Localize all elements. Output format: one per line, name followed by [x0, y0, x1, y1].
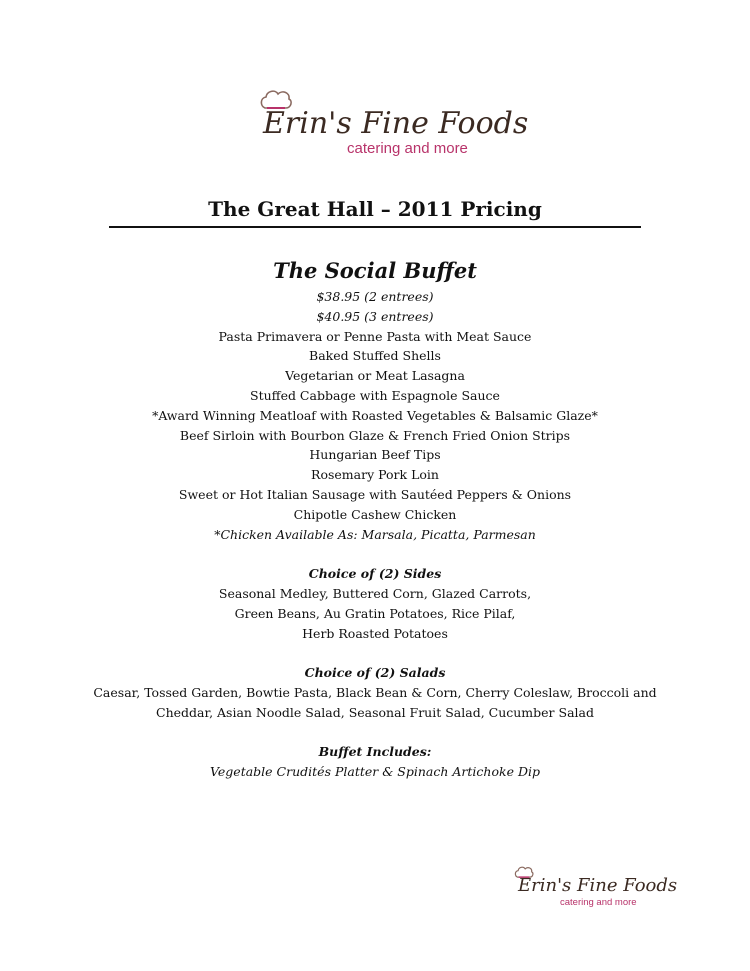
logo-tagline: catering and more	[560, 897, 637, 908]
entree-item: Hungarian Beef Tips	[309, 447, 441, 463]
sides-heading: Choice of (2) Sides	[308, 566, 442, 582]
menu-content	[60, 255, 690, 782]
includes-text: Vegetable Crudités Platter & Spinach Artichoke Dip	[210, 764, 540, 780]
entree-item: Rosemary Pork Loin	[311, 467, 439, 483]
price-line: $40.95 (3 entrees)	[316, 308, 434, 324]
price-line: $38.95 (2 entrees)	[316, 289, 434, 304]
page-title: The Great Hall – 2011 Pricing	[208, 197, 542, 221]
chicken-note: *Chicken Available As: Marsala, Picatta, Parmesan	[214, 526, 536, 542]
salads-heading: Choice of (2) Salads	[304, 665, 446, 681]
spacer	[60, 723, 690, 743]
logo-name: Erin's Fine Foods	[518, 875, 678, 896]
entree-item: Stuffed Cabbage with Espagnole Sauce	[250, 387, 500, 403]
entree-item: Pasta Primavera or Penne Pasta with Meat Sauce	[218, 328, 532, 344]
spacer	[60, 643, 690, 663]
title-divider	[109, 226, 641, 228]
logo-tagline: catering and more	[347, 140, 468, 157]
includes-heading: Buffet Includes:	[318, 744, 432, 760]
salads-line: Caesar, Tossed Garden, Bowtie Pasta, Black Bean & Corn, Cherry Coleslaw, Broccoli and	[93, 684, 657, 700]
buffet-title: The Social Buffet	[273, 258, 477, 283]
sides-line: Green Beans, Au Gratin Potatoes, Rice Pilaf,	[234, 605, 516, 621]
entree-item: Vegetarian or Meat Lasagna	[285, 368, 465, 384]
sides-line: Herb Roasted Potatoes	[302, 625, 448, 641]
entree-item: Sweet or Hot Italian Sausage with Sautéed Peppers & Onions	[178, 486, 572, 502]
sides-line: Seasonal Medley, Buttered Corn, Glazed Carrots,	[218, 585, 532, 601]
salads-line: Cheddar, Asian Noodle Salad, Seasonal Fruit Salad, Cucumber Salad	[156, 704, 594, 720]
entree-item: Beef Sirloin with Bourbon Glaze & French Fried Onion Strips	[179, 427, 571, 443]
logo-bottom	[512, 865, 678, 913]
entree-item: *Award Winning Meatloaf with Roasted Vegetables & Balsamic Glaze*	[152, 407, 598, 423]
logo-top	[255, 88, 529, 162]
entree-item: Baked Stuffed Shells	[309, 348, 441, 364]
logo-name: Erin's Fine Foods	[263, 106, 529, 141]
spacer	[60, 544, 690, 564]
entree-item: Chipotle Cashew Chicken	[293, 506, 457, 522]
